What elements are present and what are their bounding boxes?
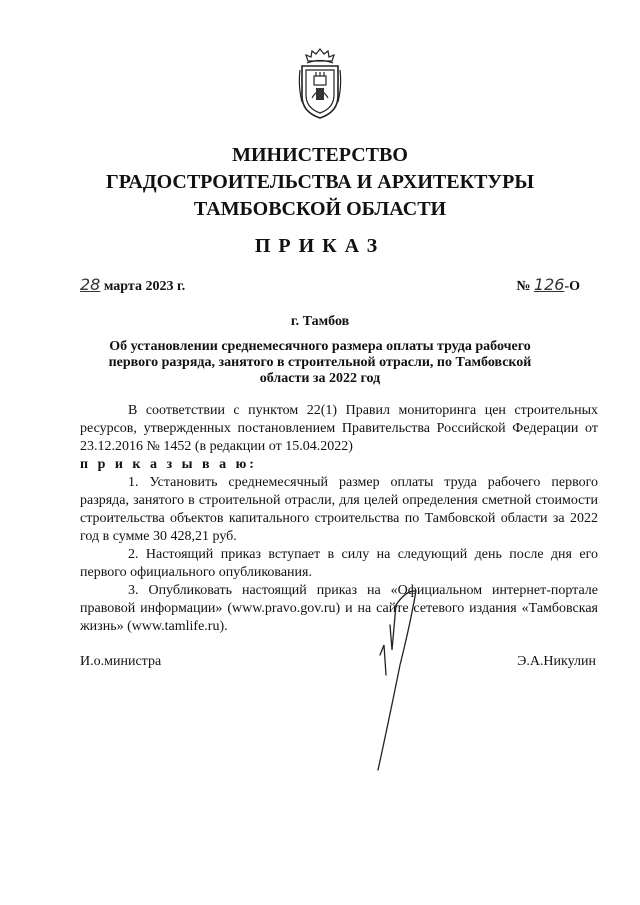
- preamble-paragraph: В соответствии с пунктом 22(1) Правил мониторинга цен строительных ресурсов, утвержденных постановлением Правительства Российской Федерации от 23.12.2016 № 1452 (в редакции от 15.04.2022): [80, 403, 598, 454]
- order-item-3: 3. Опубликовать настоящий приказ на «Официальном интернет-портале правовой информации» (www.pravo.gov.ru) и на сайте сетевого издания «Тамбовская жизнь» (www.tamlife.ru).: [80, 583, 598, 634]
- order-item-1: 1. Установить среднемесячный размер оплаты труда рабочего первого разряда, занятого в строительной отрасли, для целей определения сметной стоимости строительства объектов капитального строительства по Тамбовской области за 2022 год в сумме 30 428,21 руб.: [80, 475, 598, 544]
- coat-of-arms-emblem: [298, 46, 342, 120]
- number-suffix: -О: [564, 279, 580, 294]
- ministry-line-2: ГРАДОСТРОИТЕЛЬСТВА И АРХИТЕКТУРЫ: [106, 171, 534, 193]
- order-body: [80, 402, 598, 636]
- order-keyword: п р и к а з ы в а ю:: [80, 457, 257, 472]
- document-date: [80, 275, 185, 295]
- city-name: г. Тамбов: [290, 314, 350, 329]
- document-number: [516, 275, 580, 295]
- date-month-year: марта 2023 г.: [103, 279, 186, 294]
- number-sign: №: [516, 279, 531, 294]
- order-item-2: 2. Настоящий приказ вступает в силу на следующий день после дня его первого официального опубликования.: [80, 547, 598, 580]
- signatory-position: И.о.министра: [80, 654, 162, 669]
- ministry-line-1: МИНИСТЕРСТВО: [232, 144, 408, 166]
- handwritten-day: 28: [80, 275, 101, 294]
- order-subject: Об установлении среднемесячного размера оплаты труда рабочего первого разряда, занятого в строительной отрасли, по Тамбовской области за 2022 год: [108, 339, 532, 386]
- ministry-heading: [40, 142, 600, 223]
- ministry-line-3: ТАМБОВСКОЙ ОБЛАСТИ: [193, 198, 447, 220]
- handwritten-number: 126: [533, 275, 565, 294]
- handwritten-signature: [350, 585, 440, 775]
- signatory-name: Э.А.Никулин: [517, 654, 596, 669]
- document-type-title: ПРИКАЗ: [254, 235, 386, 257]
